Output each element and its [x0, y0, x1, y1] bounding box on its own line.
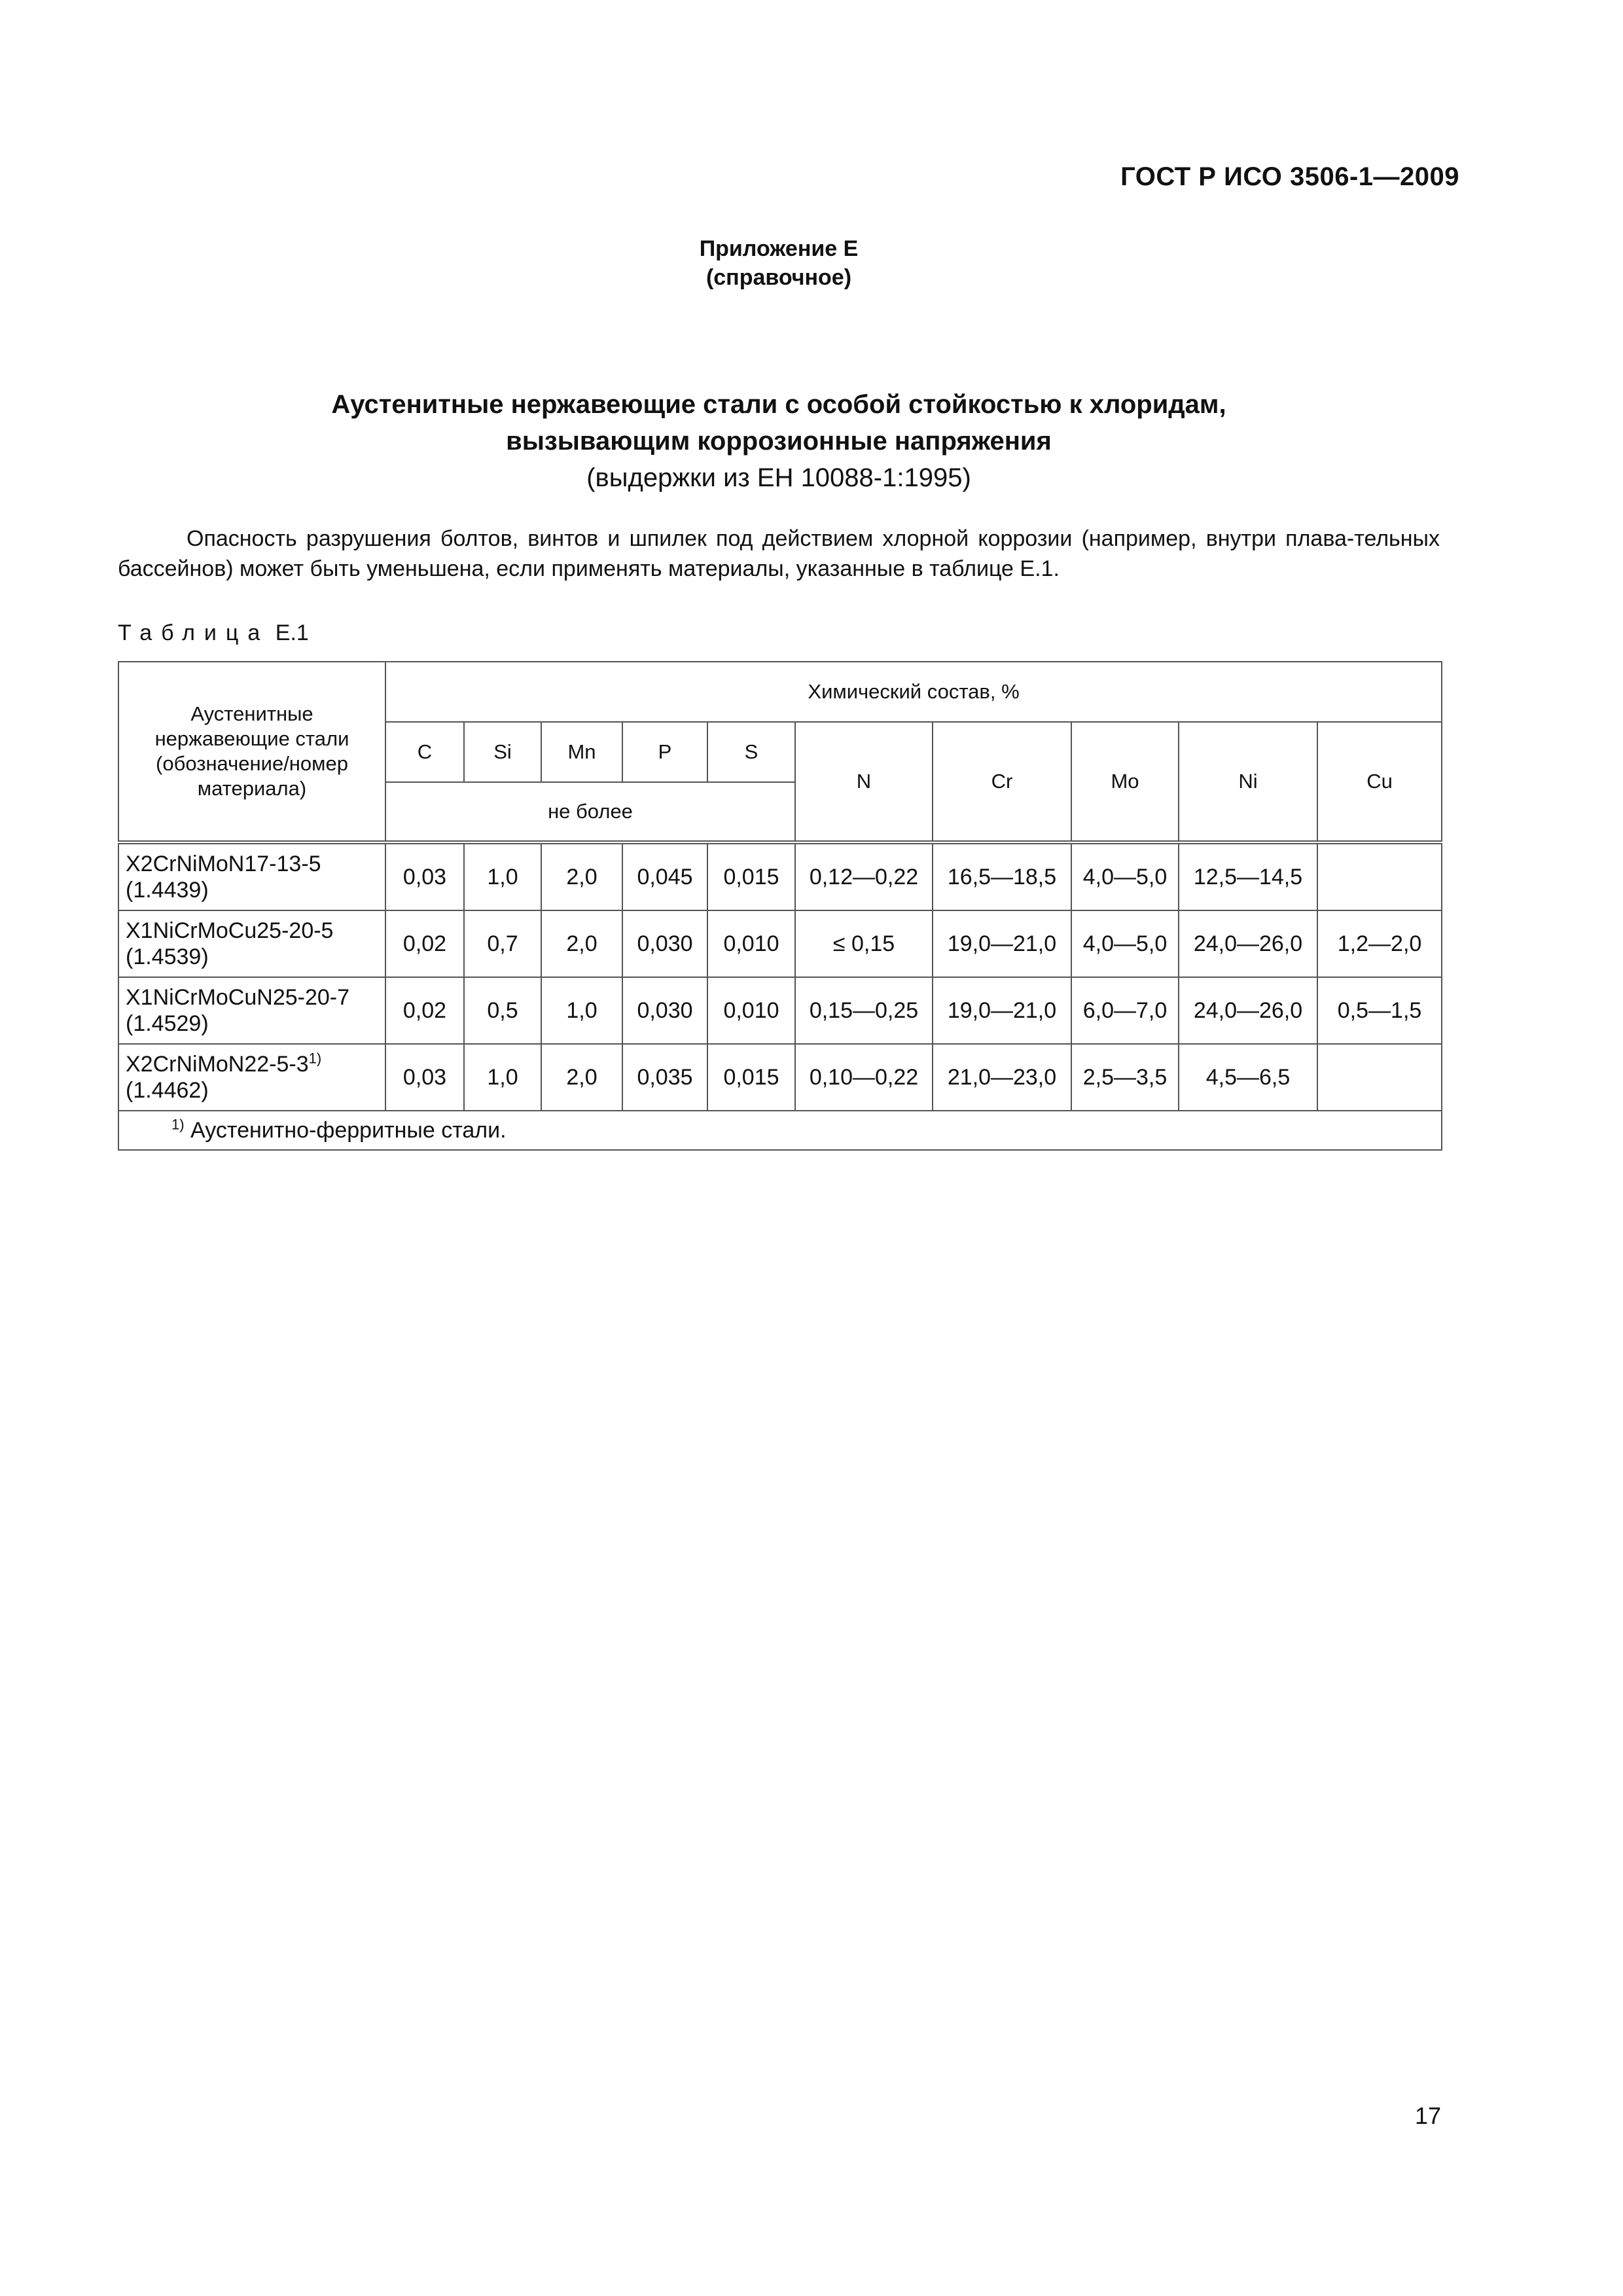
- steel-grade-cell: [118, 842, 385, 910]
- value-mo: 4,0—5,0: [1071, 842, 1179, 910]
- document-code: ГОСТ Р ИСО 3506-1—2009: [1120, 162, 1459, 191]
- steel-number: (1.4529): [126, 1011, 209, 1036]
- steel-name: X1NiCrMoCu25-20-5: [126, 918, 334, 943]
- value-p: 0,030: [622, 977, 707, 1044]
- steel-grade-cell: [118, 910, 385, 977]
- value-si: 1,0: [464, 1044, 541, 1111]
- value-mn: 1,0: [541, 977, 622, 1044]
- value-s: 0,015: [707, 1044, 795, 1111]
- value-c: 0,02: [385, 910, 464, 977]
- table-caption-number: Е.1: [275, 620, 309, 645]
- value-ni: 12,5—14,5: [1179, 842, 1317, 910]
- steel-number: (1.4439): [126, 878, 209, 903]
- value-mo: 2,5—3,5: [1071, 1044, 1179, 1111]
- value-s: 0,010: [707, 977, 795, 1044]
- value-n: 0,15—0,25: [795, 977, 933, 1044]
- steel-name: X1NiCrMoCuN25-20-7: [126, 985, 350, 1010]
- header-element: C: [385, 722, 464, 782]
- table-caption: [118, 620, 309, 646]
- value-p: 0,030: [622, 910, 707, 977]
- table-row: [118, 910, 1442, 977]
- value-p: 0,035: [622, 1044, 707, 1111]
- header-max-note: не более: [385, 782, 795, 842]
- value-s: 0,015: [707, 842, 795, 910]
- value-n: 0,12—0,22: [795, 842, 933, 910]
- header-element: Cr: [933, 722, 1071, 842]
- value-n: 0,10—0,22: [795, 1044, 933, 1111]
- table-caption-word: Таблица: [118, 620, 270, 645]
- document-title: [0, 386, 1558, 496]
- value-cr: 16,5—18,5: [933, 842, 1071, 910]
- header-chemical-composition: Химический состав, %: [385, 662, 1442, 722]
- value-cr: 19,0—21,0: [933, 977, 1071, 1044]
- value-p: 0,045: [622, 842, 707, 910]
- header-element: P: [622, 722, 707, 782]
- value-mn: 2,0: [541, 842, 622, 910]
- value-mn: 2,0: [541, 910, 622, 977]
- value-cr: 19,0—21,0: [933, 910, 1071, 977]
- steel-grade-cell: [118, 977, 385, 1044]
- intro-paragraph: [118, 524, 1440, 584]
- steel-name: X2CrNiMoN22-5-3: [126, 1052, 309, 1077]
- header-element: Mn: [541, 722, 622, 782]
- steel-grade-cell: [118, 1044, 385, 1111]
- table-row: [118, 977, 1442, 1044]
- header-steel-grade: Аустенитные нержавеющие стали (обозначение/номер материала): [118, 662, 385, 842]
- value-c: 0,03: [385, 842, 464, 910]
- value-cu: 1,2—2,0: [1317, 910, 1442, 977]
- appendix-type: (справочное): [705, 265, 852, 290]
- value-cu: [1317, 1044, 1442, 1111]
- table-footnote: [118, 1111, 1442, 1150]
- value-ni: 4,5—6,5: [1179, 1044, 1317, 1111]
- header-element: Mo: [1071, 722, 1179, 842]
- footnote-text: Аустенитно-ферритные стали.: [184, 1117, 507, 1143]
- value-mn: 2,0: [541, 1044, 622, 1111]
- table-row: [118, 1044, 1442, 1111]
- value-mo: 4,0—5,0: [1071, 910, 1179, 977]
- title-source: (выдержки из ЕН 10088-1:1995): [586, 463, 971, 492]
- page-number: 17: [1414, 2102, 1441, 2129]
- footnote-mark: 1): [171, 1116, 185, 1133]
- value-cu: 0,5—1,5: [1317, 977, 1442, 1044]
- header-element: Ni: [1179, 722, 1317, 842]
- value-mo: 6,0—7,0: [1071, 977, 1179, 1044]
- value-cu: [1317, 842, 1442, 910]
- value-c: 0,02: [385, 977, 464, 1044]
- steel-number: (1.4462): [126, 1078, 209, 1103]
- value-si: 0,7: [464, 910, 541, 977]
- value-ni: 24,0—26,0: [1179, 977, 1317, 1044]
- intro-text: Опасность разрушения болтов, винтов и шпилек под действием хлорной коррозии (например, внутри плава-тельных бассейнов) может быть уменьшена, если применять материалы, указанные в таблице Е.1.: [118, 526, 1440, 581]
- value-s: 0,010: [707, 910, 795, 977]
- steel-name: X2CrNiMoN17-13-5: [126, 852, 321, 876]
- header-element: Si: [464, 722, 541, 782]
- value-ni: 24,0—26,0: [1179, 910, 1317, 977]
- header-element: Cu: [1317, 722, 1442, 842]
- table-footnote-row: [118, 1111, 1442, 1150]
- table-row: [118, 842, 1442, 910]
- value-cr: 21,0—23,0: [933, 1044, 1071, 1111]
- value-n: ≤ 0,15: [795, 910, 933, 977]
- title-line-1: Аустенитные нержавеющие стали с особой стойкостью к хлоридам,: [331, 390, 1226, 419]
- header-element: S: [707, 722, 795, 782]
- appendix-label: Приложение Е: [699, 236, 859, 261]
- steel-footnote-ref: 1): [308, 1050, 322, 1067]
- value-si: 0,5: [464, 977, 541, 1044]
- title-line-2: вызывающим коррозионные напряжения: [506, 427, 1052, 456]
- value-si: 1,0: [464, 842, 541, 910]
- composition-table: [118, 661, 1442, 1151]
- header-element: N: [795, 722, 933, 842]
- appendix-heading: [0, 234, 1558, 292]
- value-c: 0,03: [385, 1044, 464, 1111]
- steel-number: (1.4539): [126, 944, 209, 969]
